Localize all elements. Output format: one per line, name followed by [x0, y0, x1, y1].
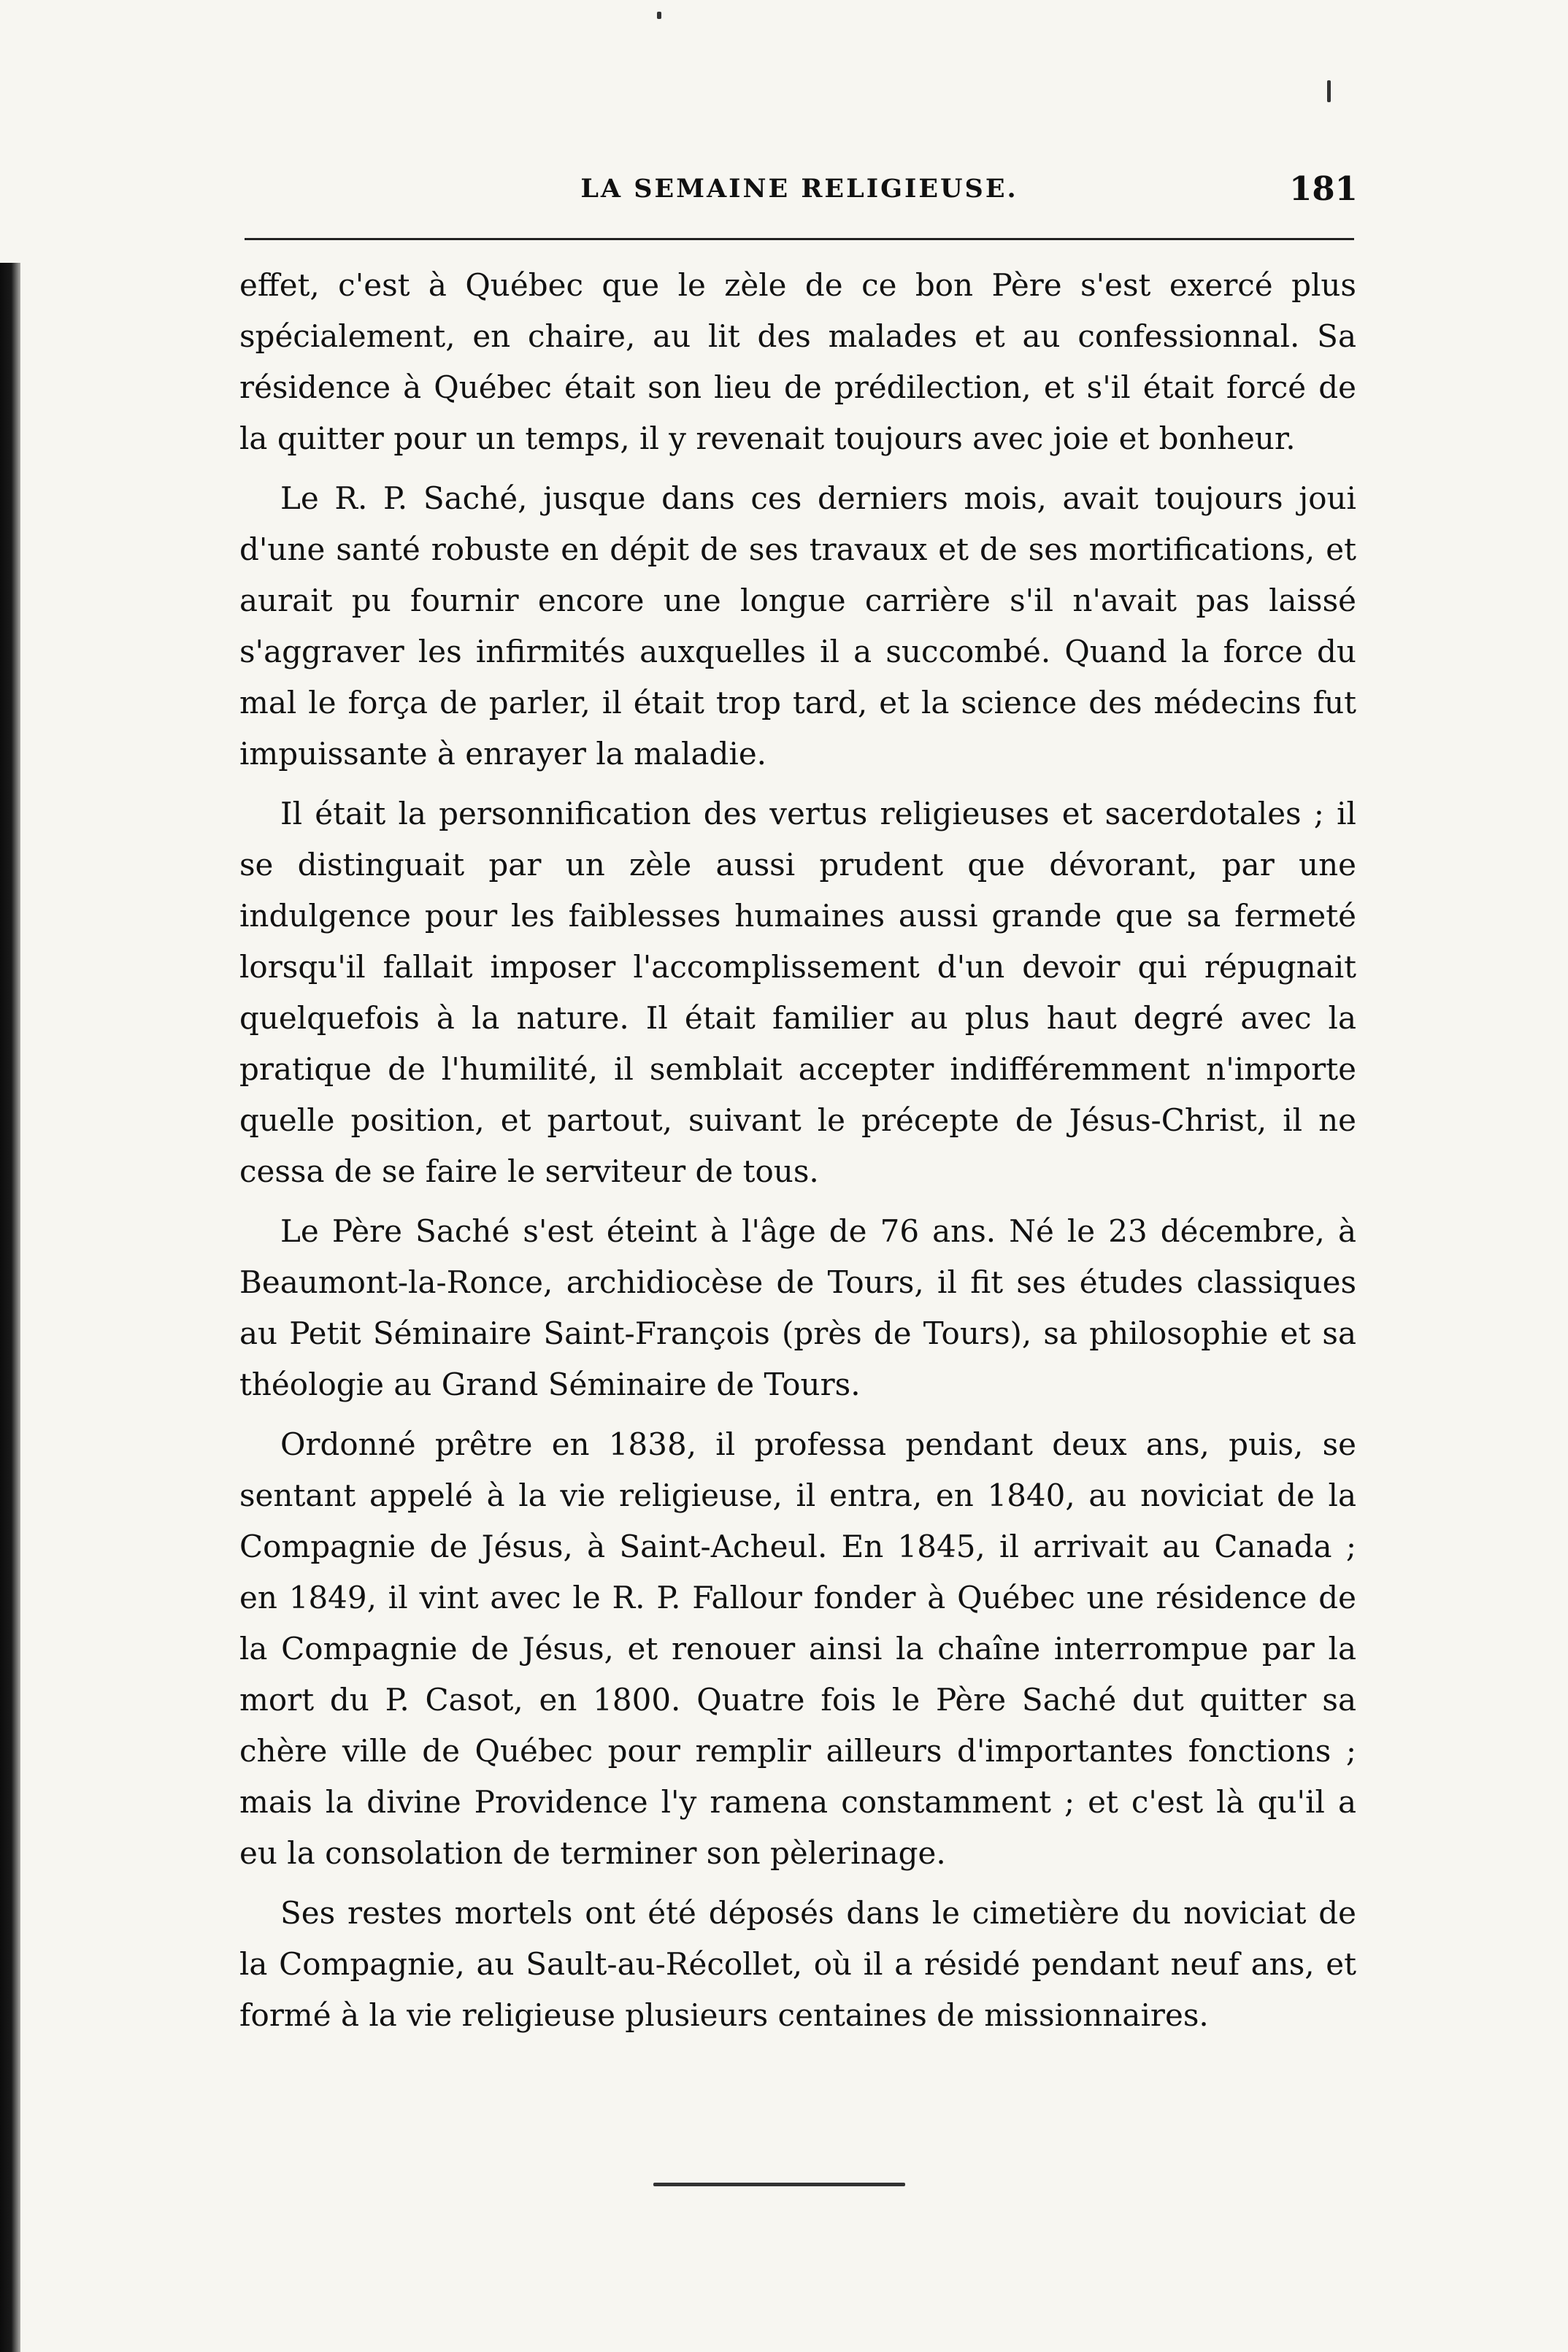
- binding-edge: [0, 263, 20, 2352]
- paragraph: Ordonné prêtre en 1838, il professa pendant deux ans, puis, se sentant appelé à la vie religieuse, il entra, en 1840, au noviciat de la Compagnie de Jésus, à Saint-Acheul. En 1845, il arrivait au Canada ; en 1849, il vint avec le R. P. Fallour fonder à Québec une résidence de la Compagnie de Jésus, et renouer ainsi la chaîne interrompue par la mort du P. Casot, en 1800. Quatre fois le Père Saché dut quitter sa chère ville de Québec pour remplir ailleurs d'importantes fonctions ; mais la divine Providence l'y ramena constamment ; et c'est là qu'il a eu la consolation de terminer son pèlerinage.: [239, 1426, 1356, 1871]
- article-body: [239, 260, 1356, 2050]
- page-header: [241, 169, 1358, 218]
- paragraph: effet, c'est à Québec que le zèle de ce bon Père s'est exercé plus spécialement, en chaire, au lit des malades et au confessionnal. Sa résidence à Québec était son lieu de prédilection, et s'il était forcé de la quitter pour un temps, il y revenait toujours avec joie et bonheur.: [239, 267, 1356, 456]
- paragraph: Ses restes mortels ont été déposés dans le cimetière du noviciat de la Compagnie, au Sault-au-Récollet, où il a résidé pendant neuf ans, et formé à la vie religieuse plusieurs centaines de missionnaires.: [239, 1895, 1356, 2033]
- ink-speck: [657, 12, 661, 19]
- ink-speck: [1327, 80, 1331, 102]
- paragraph: Il était la personnification des vertus religieuses et sacerdotales ; il se distinguait par un zèle aussi prudent que dévorant, par une indulgence pour les faiblesses humaines aussi grande que sa fermeté lorsqu'il fallait imposer l'accomplissement d'un devoir qui répugnait quelquefois à la nature. Il était familier au plus haut degré avec la pratique de l'humilité, il semblait accepter indifféremment n'importe quelle position, et partout, suivant le précepte de Jésus-Christ, il ne cessa de se faire le serviteur de tous.: [239, 796, 1356, 1189]
- header-rule: [245, 238, 1354, 240]
- end-rule: [653, 2183, 905, 2186]
- running-title: LA SEMAINE RELIGIEUSE.: [580, 174, 1018, 204]
- paragraph: Le Père Saché s'est éteint à l'âge de 76 ans. Né le 23 décembre, à Beaumont-la-Ronce, archidiocèse de Tours, il fit ses études classiques au Petit Séminaire Saint-François (près de Tours), sa philosophie et sa théologie au Grand Séminaire de Tours.: [239, 1213, 1356, 1402]
- paragraph: Le R. P. Saché, jusque dans ces derniers mois, avait toujours joui d'une santé robuste en dépit de ses travaux et de ses mortifications, et aurait pu fournir encore une longue carrière s'il n'avait pas laissé s'aggraver les infirmités auxquelles il a succombé. Quand la force du mal le força de parler, il était trop tard, et la science des médecins fut impuissante à enrayer la maladie.: [239, 480, 1356, 772]
- page-number: 181: [1289, 169, 1358, 208]
